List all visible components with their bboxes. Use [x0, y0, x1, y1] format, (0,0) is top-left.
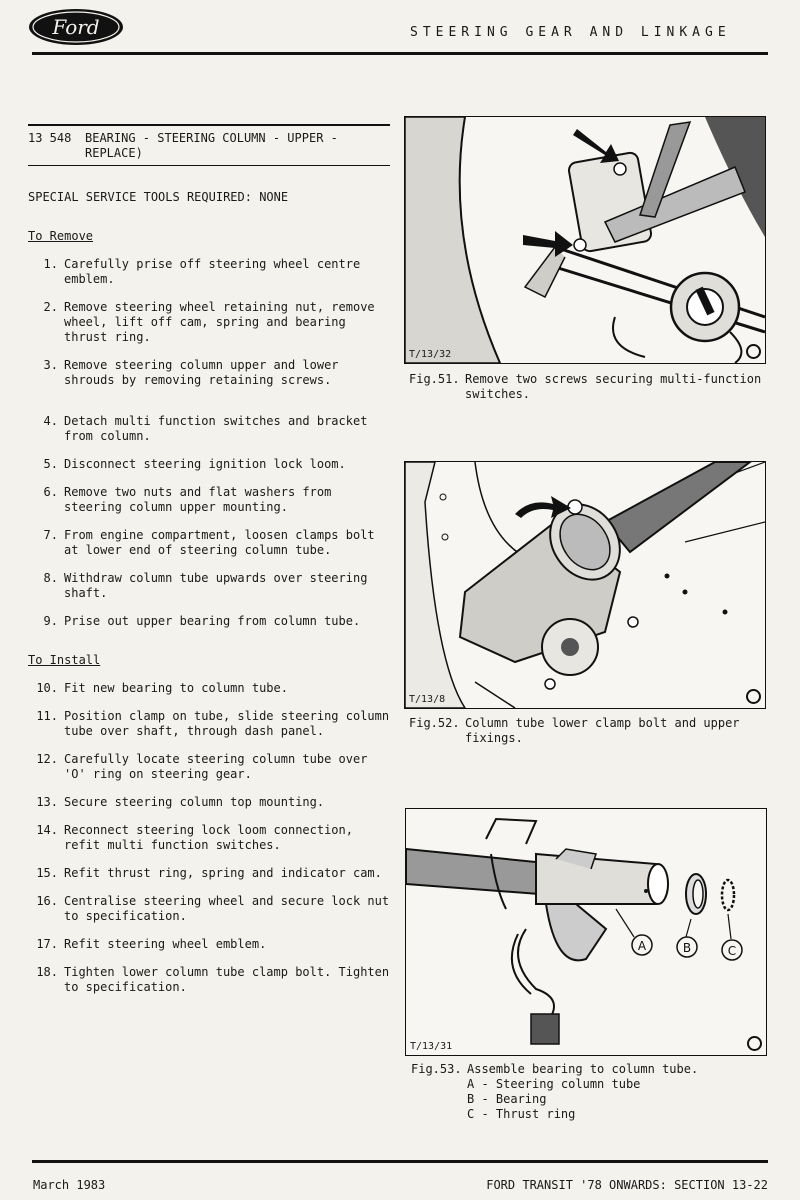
figure-reference: T/13/8 [409, 694, 446, 705]
step-item: 9. Prise out upper bearing from column tube. [43, 614, 361, 628]
figure-reference: T/13/32 [409, 349, 452, 360]
steering-column-switch-drawing [405, 117, 765, 363]
step-item: 8. Withdraw column tube upwards over steering shaft. [43, 571, 368, 600]
corner-circle-icon [746, 689, 761, 704]
bearing-assembly-drawing [406, 809, 766, 1055]
legend-item: B - Bearing [467, 1092, 547, 1106]
step-item: 12. Carefully locate steering column tube over 'O' ring on steering gear. [36, 752, 368, 781]
corner-circle-icon [746, 344, 761, 359]
install-heading: To Install [28, 653, 101, 667]
figure-51-illustration [404, 116, 766, 364]
figure-52-caption: Fig.52. Column tube lower clamp bolt and upper fixings. [409, 716, 740, 745]
corner-circle-icon [747, 1036, 762, 1051]
step-item: 11. Position clamp on tube, slide steering column tube over shaft, through dash panel. [36, 709, 390, 738]
special-tools-note: SPECIAL SERVICE TOOLS REQUIRED: NONE [28, 190, 289, 204]
section-title-text: BEARING - STEERING COLUMN - UPPER - REPLACE) [85, 130, 338, 160]
step-item: 15. Refit thrust ring, spring and indicator cam. [36, 866, 382, 880]
ford-logo [28, 8, 124, 46]
step-item: 2. Remove steering wheel retaining nut, remove wheel, lift off cam, spring and bearing thrust ring. [43, 300, 375, 344]
footer-rule [32, 1160, 768, 1163]
section-number: 13 548 [28, 130, 72, 145]
remove-steps [28, 257, 390, 629]
step-item: 17. Refit steering wheel emblem. [36, 937, 267, 951]
svg-text:Ford: Ford [52, 15, 100, 39]
step-item: 6. Remove two nuts and flat washers from steering column upper mounting. [43, 485, 332, 514]
footer-date: March 1983 [33, 1178, 106, 1192]
step-item: 18. Tighten lower column tube clamp bolt. Tighten to specification. [36, 965, 390, 994]
figure-53-legend [467, 1077, 767, 1122]
steering-gear-clamp-drawing [405, 462, 765, 708]
figure-51-caption: Fig.51. Remove two screws securing multi-function switches. [409, 372, 762, 401]
install-steps [28, 681, 390, 995]
callout-b-label: B [682, 941, 692, 955]
step-item: 16. Centralise steering wheel and secure lock nut to specification. [36, 894, 390, 923]
callout-c-label: C [727, 944, 737, 958]
step-item: 7. From engine compartment, loosen clamps bolt at lower end of steering column tube. [43, 528, 375, 557]
step-item: 1. Carefully prise off steering wheel centre emblem. [43, 257, 361, 286]
callout-a-label: A [637, 939, 647, 953]
step-item: 4. Detach multi function switches and bracket from column. [43, 414, 368, 443]
procedure-column [28, 124, 390, 995]
legend-item: C - Thrust ring [467, 1107, 576, 1121]
legend-item: A - Steering column tube [467, 1077, 641, 1091]
step-item: 13. Secure steering column top mounting. [36, 795, 325, 809]
step-item: 14. Reconnect steering lock loom connection, refit multi function switches. [36, 823, 353, 852]
section-title [28, 126, 390, 165]
remove-heading: To Remove [28, 229, 94, 243]
section-rule-bottom [28, 165, 390, 167]
page-header-title: STEERING GEAR AND LINKAGE [410, 25, 731, 40]
step-item: 3. Remove steering column upper and lower shrouds by removing retaining screws. [43, 358, 339, 387]
figure-53-caption: Fig.53. Assemble bearing to column tube. A - Steering column tube B - Bearing C - Thrust ring [411, 1062, 767, 1122]
figure-52-illustration [404, 461, 766, 709]
step-item: 5. Disconnect steering ignition lock loom. [43, 457, 346, 471]
step-item: 10. Fit new bearing to column tube. [36, 681, 288, 695]
figure-reference: T/13/31 [410, 1041, 453, 1052]
header-rule [32, 52, 768, 55]
footer-section: FORD TRANSIT '78 ONWARDS: SECTION 13-22 [486, 1178, 768, 1192]
figure-53-illustration [405, 808, 767, 1056]
